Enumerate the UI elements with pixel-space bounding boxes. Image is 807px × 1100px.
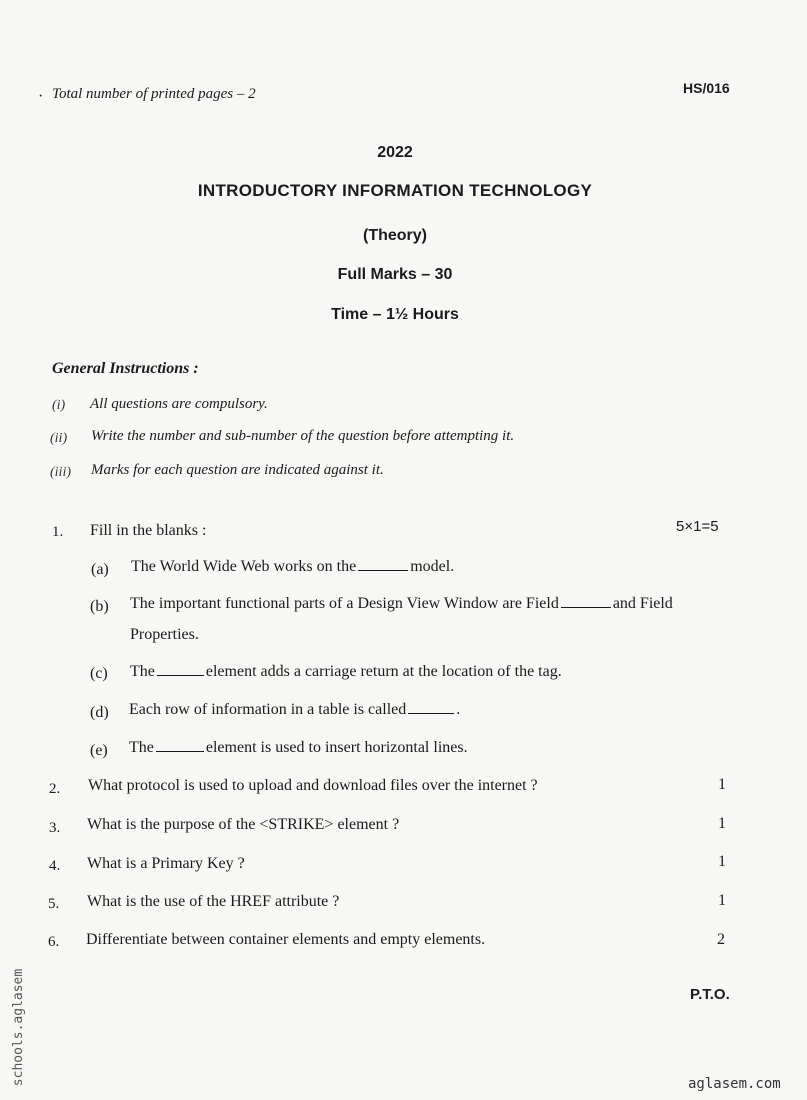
- answer-blank: [408, 712, 454, 714]
- sub-question-text: element adds a carriage return at the location of the tag.: [205, 663, 562, 680]
- question-text: What is the use of the HREF attribute ?: [87, 893, 340, 910]
- question-number: 1.: [52, 524, 64, 540]
- question-marks: 1: [718, 892, 726, 909]
- question-number: 6.: [48, 934, 60, 950]
- question-text: What is the purpose of the <STRIKE> element ?: [87, 816, 400, 833]
- sub-question-text: model.: [410, 558, 455, 575]
- sub-question-text: The: [129, 739, 154, 756]
- time-allowed: Time – 1½ Hours: [331, 306, 459, 323]
- instruction-text: All questions are compulsory.: [90, 396, 268, 412]
- answer-blank: [156, 750, 204, 752]
- question-text: Differentiate between container elements and empty elements.: [86, 931, 486, 948]
- answer-blank: [157, 674, 204, 676]
- sub-question-label: (a): [91, 561, 109, 578]
- side-watermark: schools.aglasem: [11, 968, 27, 1087]
- question-number: 5.: [48, 896, 60, 912]
- sub-question-b: [130, 595, 673, 613]
- question-marks: 5×1=5: [676, 518, 719, 535]
- exam-year: 2022: [377, 144, 413, 161]
- sub-question-text: element is used to insert horizontal lines.: [205, 739, 468, 756]
- instruction-number: (ii): [50, 431, 68, 446]
- sub-question-d: [129, 701, 460, 719]
- site-watermark: aglasem.com: [688, 1076, 781, 1092]
- question-text: What is a Primary Key ?: [87, 855, 245, 872]
- subject-title: INTRODUCTORY INFORMATION TECHNOLOGY: [197, 181, 593, 200]
- instruction-number: (iii): [50, 465, 71, 480]
- full-marks: Full Marks – 30: [337, 266, 453, 283]
- sub-question-text: The: [130, 663, 155, 680]
- sub-question-e: [129, 739, 468, 757]
- sub-question-label: (c): [90, 665, 108, 682]
- sub-question-a: [131, 558, 454, 576]
- sub-question-label: (d): [90, 704, 109, 721]
- bullet-mark: ·: [38, 88, 44, 105]
- sub-question-text: Each row of information in a table is called: [129, 701, 407, 718]
- question-text: Fill in the blanks :: [90, 522, 207, 539]
- question-number: 3.: [49, 820, 61, 836]
- answer-blank: [561, 606, 611, 608]
- question-number: 2.: [49, 781, 61, 797]
- answer-blank: [358, 569, 408, 571]
- sub-question-text: and Field: [612, 595, 673, 612]
- paper-code: HS/016: [683, 80, 730, 96]
- please-turn-over: P.T.O.: [690, 986, 730, 1003]
- sub-question-text: The World Wide Web works on the: [131, 558, 357, 575]
- instruction-number: (i): [52, 398, 66, 413]
- question-marks: 1: [718, 853, 726, 870]
- sub-question-label: (b): [90, 598, 109, 615]
- sub-question-text-continued: Properties.: [130, 626, 199, 643]
- paper-type: (Theory): [363, 227, 427, 244]
- sub-question-c: [130, 663, 562, 681]
- total-pages-note: Total number of printed pages – 2: [52, 86, 256, 102]
- question-marks: 1: [718, 815, 726, 832]
- instruction-text: Write the number and sub-number of the question before attempting it.: [91, 428, 515, 444]
- sub-question-text: The important functional parts of a Design View Window are Field: [130, 595, 559, 612]
- question-text: What protocol is used to upload and download files over the internet ?: [88, 777, 538, 794]
- sub-question-label: (e): [90, 742, 108, 759]
- question-marks: 1: [718, 776, 726, 793]
- question-number: 4.: [49, 858, 61, 874]
- question-marks: 2: [717, 931, 725, 948]
- sub-question-text: .: [456, 701, 461, 718]
- instructions-heading: General Instructions :: [52, 360, 199, 377]
- instruction-text: Marks for each question are indicated against it.: [91, 462, 384, 478]
